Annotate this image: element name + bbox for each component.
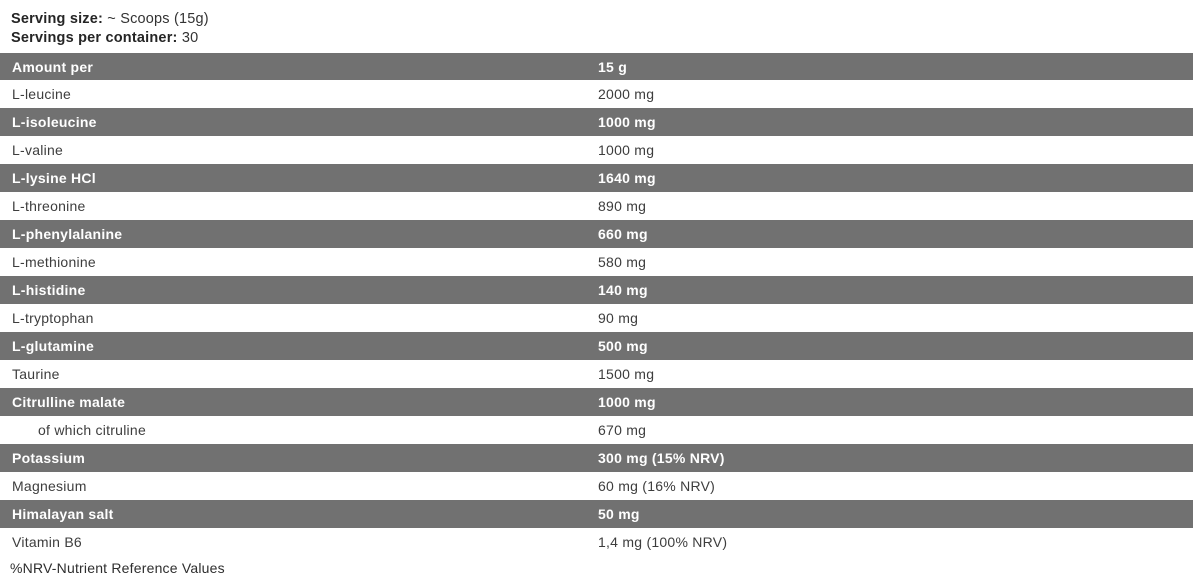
serving-info-block xyxy=(0,0,1193,48)
ingredient-amount: 1,4 mg (100% NRV) xyxy=(598,534,728,550)
ingredient-name: L-lysine HCl xyxy=(12,170,96,186)
table-row xyxy=(0,248,1193,276)
ingredient-amount: 580 mg xyxy=(598,254,647,270)
ingredient-amount: 2000 mg xyxy=(598,86,655,102)
table-row xyxy=(0,416,1193,444)
table-row xyxy=(0,332,1193,360)
servings-per-container-label: Servings per container: xyxy=(11,30,178,46)
header-serving-size-cell: 15 g xyxy=(598,58,628,75)
ingredient-name: L-threonine xyxy=(12,198,86,214)
nrv-footnote: %NRV-Nutrient Reference Values xyxy=(10,560,225,576)
ingredient-amount: 90 mg xyxy=(598,310,639,326)
ingredient-name: L-histidine xyxy=(12,282,86,298)
ingredient-amount: 670 mg xyxy=(598,422,647,438)
ingredient-amount: 1000 mg xyxy=(598,142,655,158)
table-body xyxy=(0,80,1193,556)
ingredient-amount: 890 mg xyxy=(598,198,647,214)
ingredient-amount: 1500 mg xyxy=(598,366,655,382)
ingredient-name: L-glutamine xyxy=(12,338,95,354)
ingredient-name: Taurine xyxy=(12,366,60,382)
ingredient-name: L-phenylalanine xyxy=(12,226,123,242)
ingredient-amount: 300 mg (15% NRV) xyxy=(598,450,725,466)
table-row xyxy=(0,276,1193,304)
ingredient-name: Magnesium xyxy=(12,478,87,494)
table-row xyxy=(0,192,1193,220)
ingredient-name: L-isoleucine xyxy=(12,114,97,130)
servings-per-container-value: 30 xyxy=(181,30,199,46)
table-row xyxy=(0,164,1193,192)
ingredient-name: Himalayan salt xyxy=(12,506,114,522)
table-row xyxy=(0,136,1193,164)
ingredient-name: L-tryptophan xyxy=(12,310,94,326)
nutrition-facts-table xyxy=(0,53,1193,556)
table-row xyxy=(0,388,1193,416)
ingredient-amount: 1000 mg xyxy=(598,394,656,410)
ingredient-amount: 500 mg xyxy=(598,338,648,354)
ingredient-name: L-leucine xyxy=(12,86,72,102)
serving-size-line xyxy=(11,10,1193,29)
ingredient-amount: 60 mg (16% NRV) xyxy=(598,478,716,494)
table-row xyxy=(0,220,1193,248)
table-row xyxy=(0,80,1193,108)
ingredient-amount: 1000 mg xyxy=(598,114,656,130)
ingredient-amount: 50 mg xyxy=(598,506,640,522)
table-row xyxy=(0,108,1193,136)
ingredient-amount: 1640 mg xyxy=(598,170,656,186)
table-row xyxy=(0,360,1193,388)
ingredient-amount: 140 mg xyxy=(598,282,648,298)
table-row xyxy=(0,500,1193,528)
serving-size-label: Serving size: xyxy=(11,11,104,27)
ingredient-name: L-valine xyxy=(12,142,64,158)
ingredient-name: of which citruline xyxy=(38,422,146,438)
ingredient-amount: 660 mg xyxy=(598,226,648,242)
table-row xyxy=(0,472,1193,500)
ingredient-name: Vitamin B6 xyxy=(12,534,82,550)
ingredient-name: Potassium xyxy=(12,450,86,466)
table-row xyxy=(0,444,1193,472)
header-amount-per-cell: Amount per xyxy=(12,58,94,75)
serving-size-value: ~ Scoops (15g) xyxy=(107,11,209,27)
table-row xyxy=(0,528,1193,556)
table-header-row xyxy=(0,53,1193,80)
servings-per-container-line xyxy=(11,29,1193,48)
ingredient-name: L-methionine xyxy=(12,254,96,270)
table-row xyxy=(0,304,1193,332)
ingredient-name: Citrulline malate xyxy=(12,394,126,410)
